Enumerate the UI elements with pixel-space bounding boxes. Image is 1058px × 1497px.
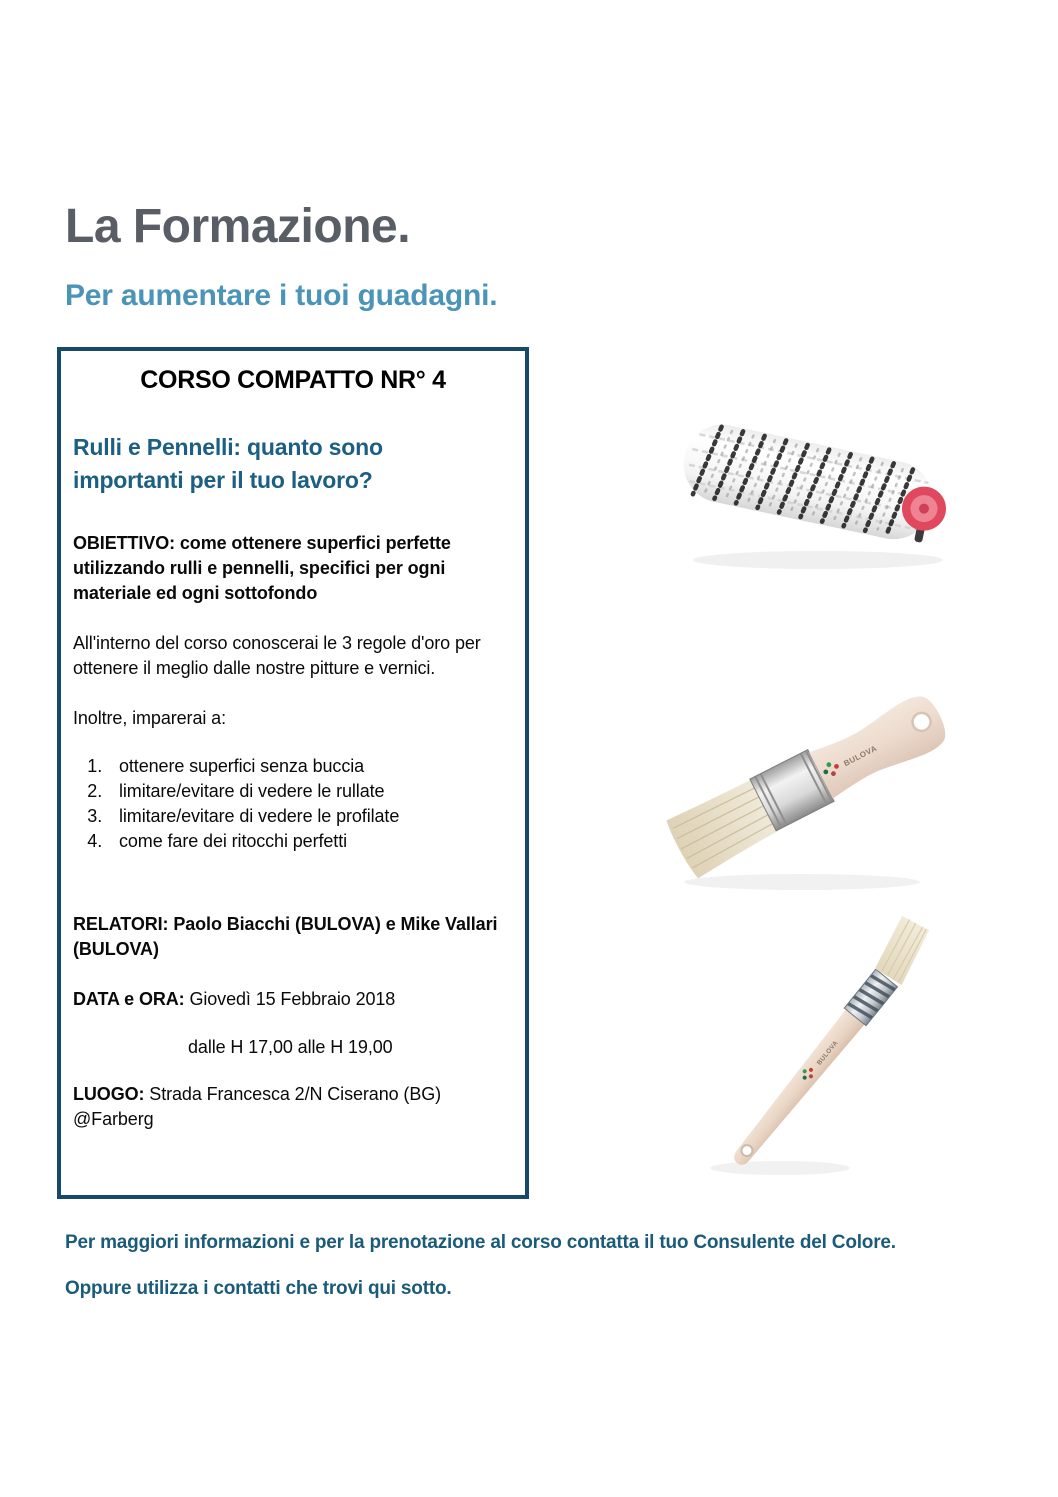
goal-item: 3. limitare/evitare di vedere le profilate (107, 804, 513, 829)
course-box (57, 347, 529, 1199)
paint-roller-image (668, 408, 980, 580)
time-line: dalle H 17,00 alle H 19,00 (188, 1037, 393, 1058)
goal-item: 1. ottenere superfici senza buccia (107, 754, 513, 779)
course-topic: Rulli e Pennelli: quanto sono importanti per il tuo lavoro? (73, 434, 383, 493)
brand-text: BULOVA (815, 1039, 840, 1067)
flat-brush-image (662, 668, 964, 896)
date-value: Giovedì 15 Febbraio 2018 (184, 989, 396, 1010)
paint-roller-illustration (668, 408, 980, 580)
page-subtitle: Per aumentare i tuoi guadagni. (65, 279, 498, 312)
goals-list (73, 754, 513, 854)
radiator-brush-image (700, 908, 970, 1180)
goal-item: 2. limitare/evitare di vedere le rullate (107, 779, 513, 804)
speakers-text: RELATORI: Paolo Biacchi (BULOVA) e Mike Vallari (BULOVA) (73, 914, 498, 960)
objective-text: OBIETTIVO: come ottenere superfici perfette utilizzando rulli e pennelli, specifici per ogni materiale ed ogni sottofondo (73, 533, 451, 604)
flat-brush-illustration (662, 668, 964, 896)
location-label: LUOGO: (73, 1084, 145, 1105)
learn-lead: Inoltre, imparerai a: (73, 708, 226, 729)
footer-line-1: Per maggiori informazioni e per la prenotazione al corso contatta il tuo Consulente del Colore. (65, 1232, 896, 1253)
date-label: DATA e ORA: (73, 989, 185, 1010)
radiator-brush-illustration (700, 908, 970, 1180)
course-heading: CORSO COMPATTO NR° 4 (140, 366, 446, 394)
page-title: La Formazione. (65, 200, 411, 253)
footer-line-2: Oppure utilizza i contatti che trovi qui sotto. (65, 1278, 452, 1299)
date-line (73, 987, 513, 1012)
brand-text: BULOVA (842, 743, 879, 769)
intro-text: All'interno del corso conoscerai le 3 regole d'oro per ottenere il meglio dalle nostre pitture e vernici. (73, 633, 481, 679)
goal-item: 4. come fare dei ritocchi perfetti (107, 829, 513, 854)
location-line (73, 1082, 513, 1132)
location-value: Strada Francesca 2/N Ciserano (BG) @Farberg (73, 1084, 442, 1130)
